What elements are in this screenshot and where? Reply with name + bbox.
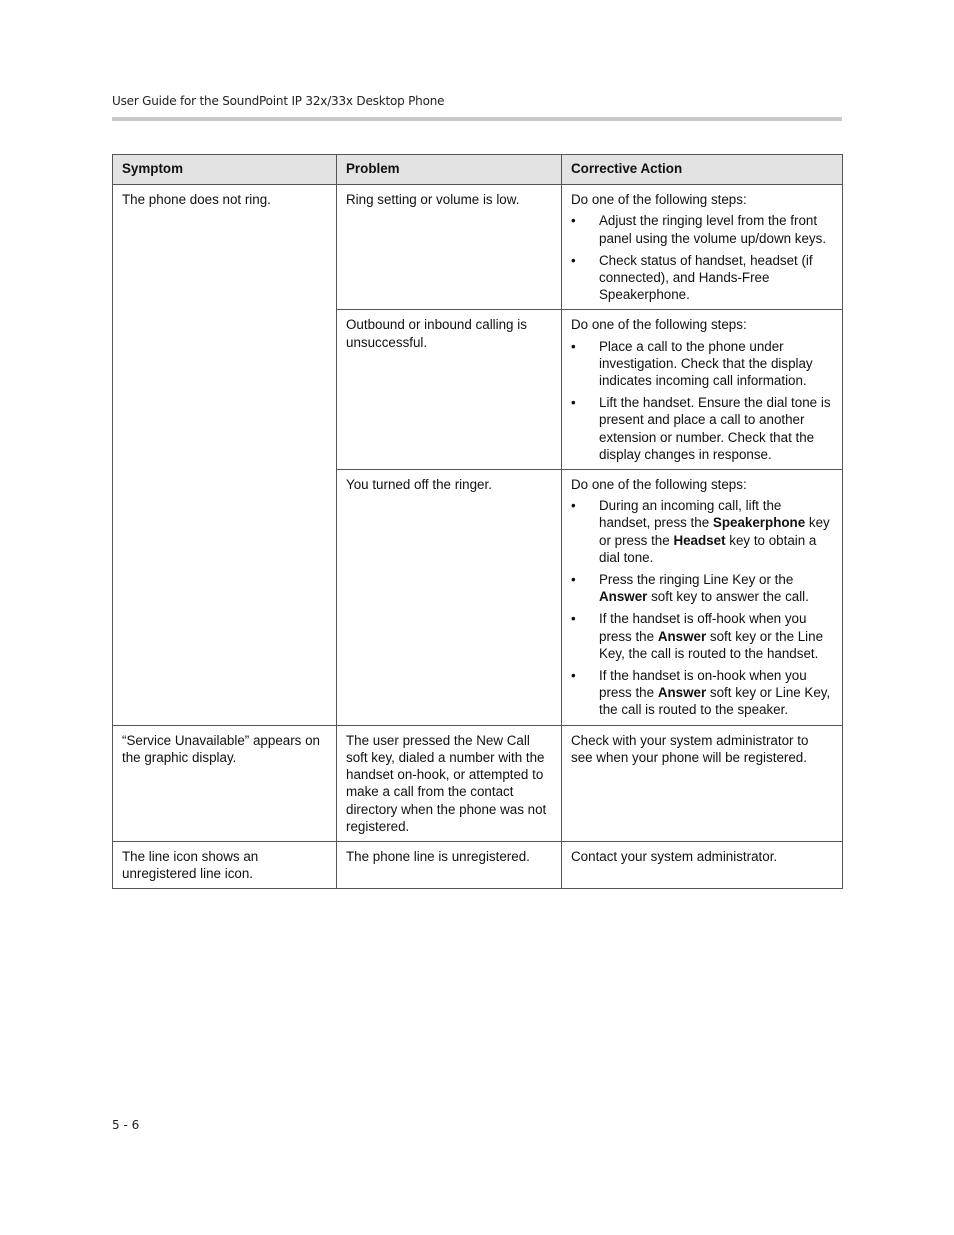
bullet-icon: •	[571, 338, 576, 354]
action-list	[571, 212, 833, 303]
list-item	[571, 667, 833, 719]
problem-cell: The phone line is unregistered.	[337, 841, 562, 888]
table-row	[113, 185, 843, 310]
list-item-text: Press the ringing Line Key or the Answer soft key to answer the call.	[599, 572, 809, 605]
list-item	[571, 610, 833, 662]
bullet-icon: •	[571, 611, 576, 627]
list-item	[571, 338, 833, 390]
list-item-text: If the handset is on-hook when you press the Answer soft key or Line Key, the call is routed to the speaker.	[599, 668, 831, 718]
list-item	[571, 252, 833, 304]
column-header-symptom: Symptom	[113, 155, 337, 185]
list-item-text: Lift the handset. Ensure the dial tone is present and place a call to another extension or number. Check that the display changes in response.	[599, 395, 831, 462]
corrective-action-cell	[562, 185, 843, 310]
problem-cell: You turned off the ringer.	[337, 470, 562, 726]
bullet-icon: •	[571, 395, 576, 411]
bullet-icon: •	[571, 252, 576, 268]
symptom-cell: The line icon shows an unregistered line icon.	[113, 841, 337, 888]
corrective-action-cell	[562, 310, 843, 470]
table-row	[113, 725, 843, 841]
table-row	[113, 841, 843, 888]
corrective-action-cell: Check with your system administrator to see when your phone will be registered.	[562, 725, 843, 841]
problem-cell: The user pressed the New Call soft key, dialed a number with the handset on-hook, or attempted to make a call from the contact directory when the phone was not registered.	[337, 725, 562, 841]
corrective-action-cell	[562, 470, 843, 726]
list-item	[571, 394, 833, 463]
header-rule	[112, 117, 842, 121]
page-number: 5 - 6	[112, 1118, 140, 1132]
action-intro: Do one of the following steps:	[571, 192, 747, 208]
action-list	[571, 497, 833, 718]
symptom-cell: “Service Unavailable” appears on the graphic display.	[113, 725, 337, 841]
action-intro: Do one of the following steps:	[571, 477, 747, 493]
corrective-action-cell: Contact your system administrator.	[562, 841, 843, 888]
problem-cell: Ring setting or volume is low.	[337, 185, 562, 310]
list-item-text: During an incoming call, lift the handset, press the Speakerphone key or press the Headset key to obtain a dial tone.	[599, 498, 830, 565]
action-list	[571, 338, 833, 463]
list-item-text: If the handset is off-hook when you press the Answer soft key or the Line Key, the call is routed to the handset.	[599, 611, 824, 661]
key-name: Headset	[673, 532, 726, 548]
list-item-text: Place a call to the phone under investigation. Check that the display indicates incoming call information.	[599, 338, 813, 389]
key-name: Answer	[657, 628, 707, 644]
bullet-icon: •	[571, 572, 576, 588]
bullet-icon: •	[571, 498, 576, 514]
list-item-text: Adjust the ringing level from the front panel using the volume up/down keys.	[599, 213, 827, 246]
action-intro: Do one of the following steps:	[571, 317, 747, 333]
problem-cell: Outbound or inbound calling is unsuccessful.	[337, 310, 562, 470]
list-item	[571, 571, 833, 605]
bullet-icon: •	[571, 213, 576, 229]
key-name: Answer	[599, 589, 648, 605]
symptom-cell: The phone does not ring.	[113, 185, 337, 725]
running-header: User Guide for the SoundPoint IP 32x/33x Desktop Phone	[112, 94, 445, 108]
key-name: Answer	[657, 685, 707, 701]
list-item	[571, 497, 833, 566]
column-header-corrective-action: Corrective Action	[562, 155, 843, 185]
column-header-problem: Problem	[337, 155, 562, 185]
bullet-icon: •	[571, 668, 576, 684]
table-header-row	[113, 155, 843, 185]
troubleshooting-table	[112, 154, 843, 889]
list-item-text: Check status of handset, headset (if connected), and Hands-Free Speakerphone.	[599, 252, 813, 303]
key-name: Speakerphone	[712, 515, 806, 531]
list-item	[571, 212, 833, 246]
